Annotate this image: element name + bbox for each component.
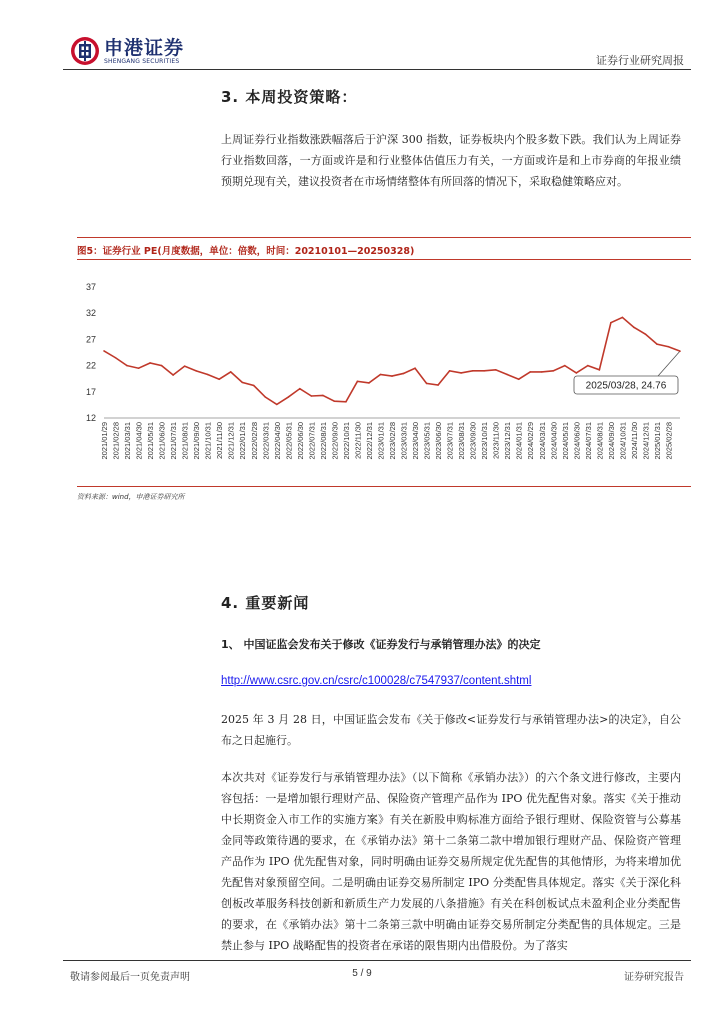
x-tick-label: 2021/01/29 [100,422,109,460]
figure-title: 图5：证券行业 PE(月度数据，单位：倍数，时间：20210101—20250328) [77,246,415,257]
shengang-logo-icon [70,36,100,66]
data-point [403,373,405,375]
data-point [506,374,508,376]
figure-bottom-rule [77,486,691,487]
x-tick-label: 2022/07/31 [307,422,317,460]
y-tick-label: 27 [85,334,96,345]
y-tick-label: 22 [85,360,96,371]
data-point [552,370,554,372]
data-point [414,367,416,369]
footer-divider [63,960,691,961]
annotation-callout [574,351,680,394]
data-point [679,350,681,352]
data-point [564,365,566,367]
section-3-title: 3. 本周投资策略： [221,88,358,106]
section-4-title: 4. 重要新闻 [221,594,310,612]
data-point [161,365,163,367]
x-tick-label: 2022/11/30 [353,422,363,459]
x-tick-label: 2021/03/31 [123,422,133,460]
figure-top-rule [77,237,691,238]
callout-leader [658,351,680,376]
data-point [472,370,474,372]
y-tick-label: 37 [85,282,96,292]
data-point [518,378,520,380]
y-tick-label: 12 [85,413,96,423]
data-point [380,374,382,376]
x-tick-label: 2021/09/30 [192,422,202,460]
x-tick-label: 2022/02/28 [249,422,259,460]
data-point [264,396,266,398]
data-point [207,374,209,376]
data-point [115,357,117,359]
x-tick-label: 2023/04/30 [411,422,421,460]
x-tick-label: 2022/05/31 [284,422,294,460]
x-tick-label: 2022/12/31 [364,422,374,460]
data-point [391,375,393,377]
x-tick-label: 2023/10/31 [480,422,490,460]
x-tick-label: 2024/01/31 [514,422,524,460]
x-tick-label: 2022/06/30 [295,422,305,460]
x-tick-label: 2022/08/31 [318,422,328,460]
data-point [345,401,347,403]
x-tick-label: 2024/08/31 [595,422,605,460]
x-tick-label: 2024/09/30 [606,422,616,460]
x-tick-label: 2024/02/29 [526,422,536,460]
x-tick-label: 2021/10/31 [203,422,213,460]
data-point [126,365,128,367]
x-tick-label: 2024/12/31 [641,422,651,460]
data-point [195,370,197,372]
data-point [449,370,451,372]
data-point [276,404,278,406]
x-tick-label: 2022/10/31 [341,422,351,460]
x-tick-label: 2023/03/31 [399,422,409,460]
data-point [368,382,370,384]
x-tick-label: 2023/09/30 [468,422,478,460]
data-point [334,400,336,402]
data-point [460,372,462,374]
x-tick-label: 2021/08/31 [180,422,190,460]
news-1-link[interactable]: http://www.csrc.gov.cn/csrc/c100028/c7547937/content.shtml [221,675,532,687]
data-point [656,343,658,345]
news-1-paragraph-2: 本次共对《证券发行与承销管理办法》（以下简称《承销办法》）的六个条文进行修改，主要内容包括：一是增加银行理财产品、保险资产管理产品作为 IPO 优先配售对象。落实《关于推动中长期资金入市工作的实施方案》有关在新股申购标准方面给予银行理财、保险资管与公募基金同等政策待遇的要求，在《承销办法》第十二条第二款中增加银行理财产品、保险资产管理产品作为 IPO 优先配售对象，同时明确由证券交易所规定优先配售的其他情形，为将来增加优先配售对象预留空间。二是明确由证券交易所制定 IPO 分类配售具体规定。落实《关于深化科创板改革服务科技创新和新质生产力发展的八条措施》有关在科创板试点未盈利企业分类配售的要求，在《承销办法》第十二条第三款中明确由证券交易所制定分类配售的具体规定。三是禁止参与 IPO 战略配售的投资者在承诺的限售期内出借股份。为了落实 [221,771,681,952]
x-tick-label: 2021/11/30 [215,422,225,459]
x-tick-label: 2024/11/30 [629,422,639,459]
page-number: 5 / 9 [352,968,372,979]
data-point [230,371,232,373]
company-logo [70,36,184,66]
news-1-paragraph-1: 2025 年 3 月 28 日，中国证监会发布《关于修改<证券发行与承销管理办法>的决定》，自公布之日起施行。 [221,713,681,747]
data-point [483,370,485,372]
data-point [241,382,243,384]
section-3-paragraph: 上周证券行业指数涨跌幅落后于沪深 300 指数，证券板块内个股多数下跌。我们认为上周证券行业指数回落，一方面或许是和行业整体估值压力有关，一方面或许是和上市券商的年报业绩预期兑现有关，建议投资者在市场情绪整体有所回落的情况下，采取稳健策略应对。 [221,133,681,188]
x-tick-label: 2024/05/31 [560,422,570,460]
header-divider [63,69,691,70]
x-tick-label: 2023/06/30 [434,422,444,460]
x-tick-label: 2023/12/31 [503,422,513,460]
x-tick-label: 2024/10/31 [618,422,628,460]
brand-name-cn: 申港证券 [104,36,185,59]
data-point [541,371,543,373]
x-tick-label: 2023/08/31 [457,422,467,460]
data-point [322,395,324,397]
data-point [311,395,313,397]
data-point [172,374,174,376]
data-point [587,365,589,367]
data-point [299,388,301,390]
data-point [610,322,612,324]
footer-report-label: 证券研究报告 [624,972,684,983]
data-point [645,333,647,335]
figure-title-rule [77,259,691,260]
y-tick-label: 17 [85,386,96,397]
data-point [668,346,670,348]
x-tick-label: 2024/07/31 [583,422,593,460]
data-point [529,371,531,373]
data-point [495,369,497,371]
callout-label: 2025/03/28, 24.76 [585,380,667,392]
x-tick-label: 2024/04/30 [549,422,559,460]
data-point [184,365,186,367]
x-tick-label: 2021/02/28 [111,422,121,460]
x-tick-label: 2022/09/30 [330,422,340,460]
brand-name-en: SHENGANG SECURITIES [104,57,180,65]
data-point [576,372,578,374]
footer-disclaimer: 敬请参阅最后一页免责声明 [70,972,190,983]
figure-source: 资料来源：wind，申港证券研究所 [77,493,185,501]
pe-line-chart [77,270,691,480]
data-point [426,383,428,385]
data-point [633,327,635,329]
x-tick-label: 2023/11/30 [491,422,501,459]
data-point [103,350,105,352]
data-point [149,362,151,364]
data-point [599,369,601,371]
x-tick-label: 2022/04/30 [272,422,282,460]
x-tick-label: 2022/01/31 [238,422,248,460]
data-point [622,317,624,319]
x-tick-label: 2025/02/28 [664,422,674,460]
report-type: 证券行业研究周报 [596,54,684,67]
data-point [357,381,359,383]
x-tick-label: 2025/01/31 [652,422,662,460]
x-tick-label: 2022/03/31 [261,422,271,460]
y-tick-label: 32 [85,308,96,319]
x-tick-label: 2021/12/31 [226,422,236,460]
x-tick-label: 2021/07/31 [169,422,179,460]
x-tick-label: 2023/05/31 [422,422,432,460]
x-tick-label: 2023/01/31 [376,422,386,460]
x-tick-label: 2021/05/31 [146,422,156,460]
x-tick-label: 2024/03/31 [537,422,547,460]
x-tick-label: 2021/04/30 [134,422,144,460]
data-point [253,385,255,387]
data-point [437,384,439,386]
data-point [138,367,140,369]
x-tick-label: 2021/06/30 [157,422,167,460]
x-tick-label: 2023/02/28 [388,422,397,460]
x-tick-label: 2023/07/31 [445,422,455,460]
x-tick-label: 2024/06/30 [572,422,582,460]
news-1-heading: 1、 中国证监会发布关于修改《证券发行与承销管理办法》的决定 [221,638,541,651]
data-point [218,378,220,380]
data-point [288,396,290,398]
